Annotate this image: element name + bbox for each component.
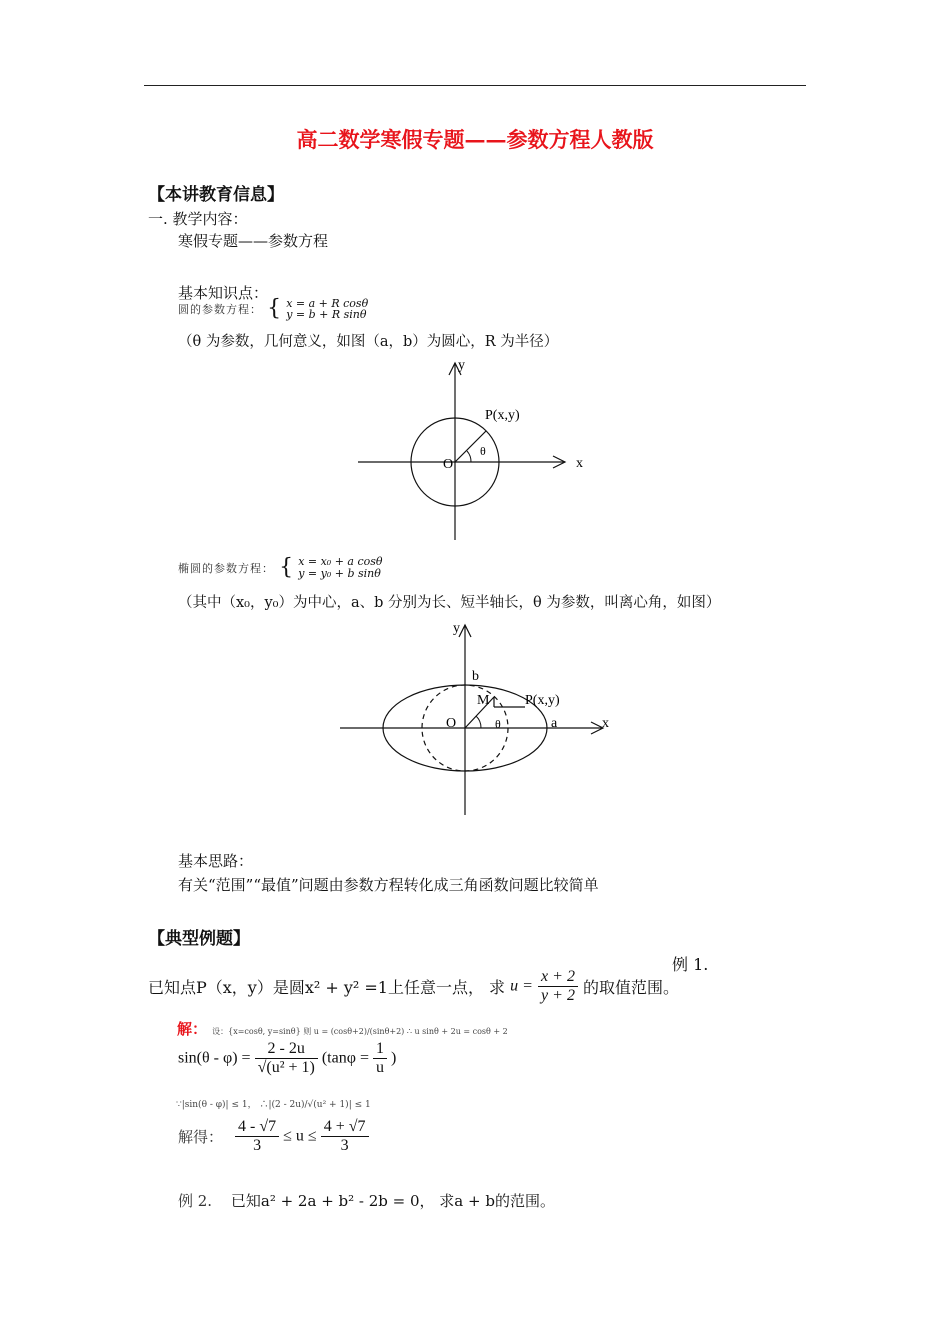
example1-text-b: 的取值范围。 [583,978,680,997]
fig2-b-label: b [472,669,479,684]
ellipse-label: 椭圆的参数方程： [178,562,274,575]
topic-text: 寒假专题——参数方程 [178,232,329,250]
inequality-middle: ≤ u ≤ [283,1127,317,1145]
ellipse-equation-lines [298,556,382,580]
lower-bound-denominator: 3 [253,1137,262,1154]
upper-bound-fraction [321,1118,369,1155]
circle-eq2: y = b + R sinθ [286,308,367,321]
fig2-x-label: x [602,716,609,731]
section-heading-info: 【本讲教育信息】 [148,185,284,205]
ellipse-figure [335,615,625,820]
circle-equation [178,298,368,320]
tan-expression: (tanφ = [321,1049,369,1067]
upper-bound-denominator: 3 [340,1137,349,1154]
circle-eq1: x = a + R cosθ [286,297,369,310]
ellipse-eq1: x = x₀ + a cosθ [298,555,383,568]
example1-statement [148,968,679,1005]
example1-text-a: 已知点P（x，y）是圆x² + y² =1上任意一点， 求 [148,978,506,997]
top-rule [144,85,806,86]
tan-numerator: 1 [373,1040,387,1059]
circle-figure [350,355,600,545]
fig2-origin-label: O [446,716,457,731]
u-numerator: x + 2 [538,968,578,987]
fig1-y-label: y [458,358,465,373]
theta-arc [476,716,481,728]
fig2-a-label: a [551,716,558,731]
circle-label: 圆的参数方程： [178,303,262,316]
fig2-point-label: P(x,y) [525,693,560,708]
solution-header [177,1018,508,1039]
knowledge-heading: 基本知识点： [178,284,269,302]
solution-condition: ∵|sin(θ - φ)| ≤ 1， ∴|(2 - 2u)/√(u² + 1)| ≤ 1 [176,1100,371,1110]
circle-equation-lines [286,298,368,320]
solution-line1 [178,1040,396,1077]
lower-bound-numerator: 4 - √7 [235,1118,279,1137]
ellipse-equation [178,556,383,580]
fig1-point-label: P(x,y) [485,408,520,423]
tan-denominator: u [375,1059,384,1076]
fig2-theta-label: θ [495,717,501,731]
fig1-x-label: x [576,456,583,471]
page-title: 高二数学寒假专题——参数方程人教版 [296,127,654,152]
ellipse-note: （其中（x₀，y₀）为中心，a、b 分别为长、短半轴长，θ 为参数，叫离心角，如图） [178,595,721,611]
solution-result [178,1118,369,1155]
theta-arc [467,451,471,462]
sin-expression: sin(θ - φ) = [178,1049,251,1067]
brace-symbol: { [279,555,294,580]
result-label: 解得： [178,1130,224,1146]
example1-label: 例 1. [672,955,709,974]
u-fraction [538,968,578,1005]
sin-fraction [255,1040,318,1077]
idea-heading: 基本思路： [178,852,254,870]
lower-bound-fraction [235,1118,279,1155]
circle-note: （θ 为参数，几何意义，如图（a，b）为圆心，R 为半径） [178,334,559,350]
u-symbol: u = [510,977,533,995]
sin-numerator: 2 - 2u [255,1040,318,1059]
fig2-y-label: y [453,621,460,636]
teaching-content-item: 一. 教学内容： [148,210,248,228]
example2-text: 已知a² + 2a + b² - 2b = 0， 求a + b的范围。 [230,1192,555,1210]
fig1-theta-label: θ [480,444,486,458]
solution-setup: 设：{x=cosθ, y=sinθ} 则 u = (cosθ+2)/(sinθ+2) ∴ u sinθ + 2u = cosθ + 2 [212,1027,508,1036]
close-paren: ) [390,1049,397,1067]
sin-denominator: √(u² + 1) [257,1059,315,1076]
u-denominator: y + 2 [541,987,575,1004]
tan-fraction [373,1040,387,1077]
fig1-origin-label: O [443,457,454,472]
upper-bound-numerator: 4 + √7 [321,1118,369,1137]
example2-label: 例 2. [178,1192,213,1210]
ellipse-eq2: y = y₀ + b sinθ [298,567,381,580]
example2-statement [178,1190,555,1211]
section-heading-examples: 【典型例题】 [148,929,250,949]
idea-text: 有关“范围”“最值”问题由参数方程转化成三角函数问题比较简单 [178,876,599,894]
fig2-m-label: M [477,693,490,708]
solution-label: 解： [177,1020,208,1038]
brace-symbol: { [267,296,282,321]
